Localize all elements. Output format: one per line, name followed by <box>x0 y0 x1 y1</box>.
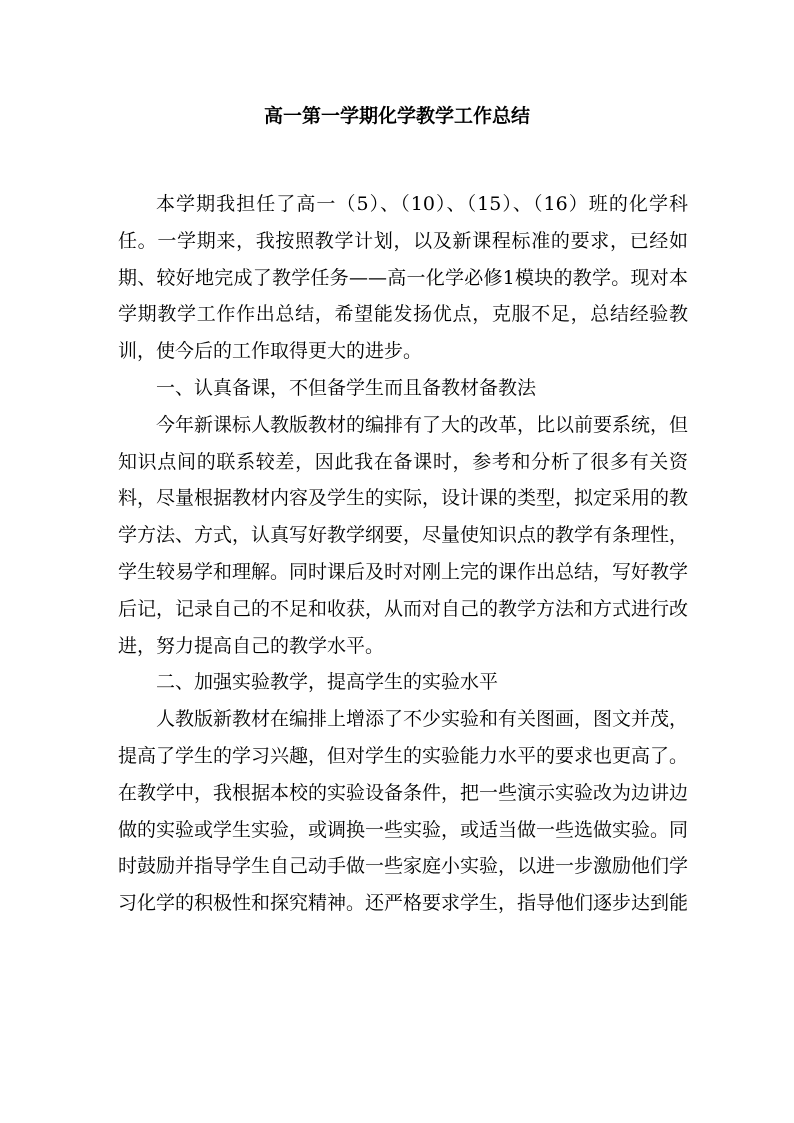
section-paragraph-2: 人教版新教材在编排上增添了不少实验和有关图画，图文并茂，提高了学生的学习兴趣，但对学生的实验能力水平的要求也更高了。在教学中，我根据本校的实验设备条件，把一些演示实验改为边讲边做的实验或学生实验，或调换一些实验，或适当做一些选做实验。同时鼓励并指导学生自己动手做一些家庭小实验，以进一步激励他们学习化学的积极性和探究精神。还严格要求学生，指导他们逐步达到能 <box>118 708 689 915</box>
section-paragraph-1: 今年新课标人教版教材的编排有了大的改革，比以前要系统，但知识点间的联系较差，因此我在备课时，参考和分析了很多有关资料，尽量根据教材内容及学生的实际，设计课的类型，拟定采用的教学方法、方式，认真写好教学纲要，尽量使知识点的教学有条理性，学生较易学和理解。同时课后及时对刚上完的课作出总结，写好教学后记，记录自己的不足和收获，从而对自己的教学方法和方式进行改进，努力提高自己的教学水平。 <box>118 413 689 657</box>
document-body <box>118 186 688 922</box>
section-heading-2: 二、加强实验教学，提高学生的实验水平 <box>156 671 499 694</box>
section-heading-1: 一、认真备课，不但备学生而且备教材备教法 <box>156 376 537 399</box>
intro-paragraph: 本学期我担任了高一（5）、（10）、（15）、（16）班的化学科任。一学期来，我按照教学计划，以及新课程标准的要求，已经如期、较好地完成了教学任务——高一化学必修1模块的教学。现对本学期教学工作作出总结，希望能发扬优点，克服不足，总结经验教训，使今后的工作取得更大的进步。 <box>118 193 688 363</box>
document-title: 高一第一学期化学教学工作总结 <box>263 105 530 127</box>
